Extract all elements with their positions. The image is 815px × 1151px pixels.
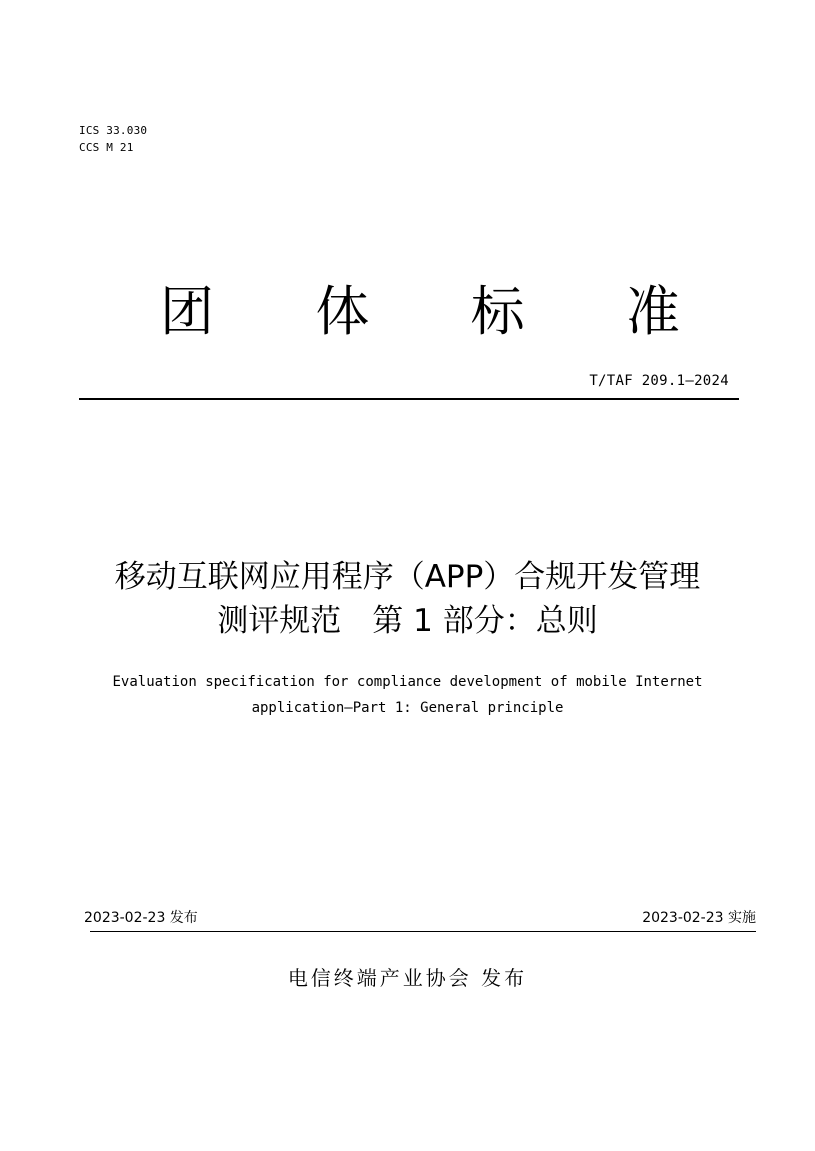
standard-number: T/TAF 209.1—2024 [589, 373, 729, 389]
implement-date: 2023-02-23 实施 [642, 910, 756, 926]
en-title-line-1: Evaluation specification for compliance development of mobile Internet [112, 674, 703, 690]
title-char-4: 准 [625, 280, 680, 343]
title-char-3: 标 [470, 280, 525, 343]
publish-date: 2023-02-23 发布 [84, 910, 198, 926]
en-title-line-2: application—Part 1: General principle [251, 700, 564, 716]
cn-title-line-2: 测评规范 第 1 部分：总则 [217, 603, 598, 639]
classification-codes [79, 122, 147, 156]
publisher: 电信终端产业协会 发布 [287, 966, 528, 990]
document-type-title [160, 282, 680, 342]
ics-code: ICS 33.030 [79, 124, 148, 137]
title-char-2: 体 [315, 280, 370, 343]
cn-title-line-1: 移动互联网应用程序（APP）合规开发管理 [114, 559, 701, 595]
title-char-1: 团 [160, 280, 214, 343]
top-divider [79, 398, 739, 400]
ccs-code: CCS M 21 [79, 141, 134, 154]
bottom-divider [90, 931, 756, 932]
